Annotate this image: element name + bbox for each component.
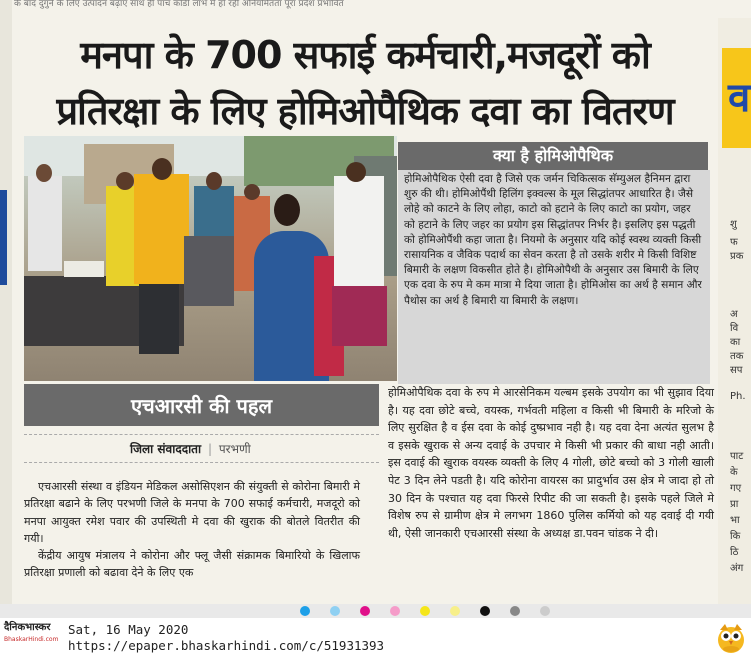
column-fragment: शु <box>730 219 737 230</box>
column-fragment: के <box>730 467 738 478</box>
headline-line-2: प्रतिरक्षा के लिए होमिओपैथिक दवा का वितरण <box>56 89 674 133</box>
column-fragment: अंग <box>730 563 744 574</box>
paragraph: केंद्रीय आयुष मंत्रालय ने कोरोना और फ्लू जैसी संक्रामक बिमारियो के खिलाफ प्रतिरक्षा प्रणाली को बढावा देने के लिए एक <box>24 549 360 580</box>
color-dot <box>480 606 490 616</box>
column-fragment: सप <box>730 365 743 376</box>
brand-name: दैनिकभास्कर <box>4 622 51 633</box>
color-dot <box>510 606 520 616</box>
column-fragment: कि <box>730 531 741 542</box>
article-body-right: होमिओपैथिक दवा के रुप मे आरसेनिकम यल्बम इसके उपयोग का भी सुझाव दिया है। यह दवा छोटे बच्चे, वयस्क, गर्भवती महिला व किसी भी बिमारी के मरिजो के लिए सुरक्षित है व ईस दवा के कोई दुष्प्रभाव नही है। यह दवा देना अत्यंत सुलभ है व इसके खुराक से अन्य दवाई के उपचार मे किसी भी प्रकार की बाधा नही आती। इस दवाई की खुराक वयस्क व्यक्ती के लिए 4 गोली, छोटे बच्चो को 3 गोली खाली पेट 3 दिन लेने पडती है। यदि कोरोना वायरस का प्रादुर्भाव उस क्षेत्र मे जादा हो तो 30 दिन के पश्चात यह दवा फिरसे रिपीट की जा सकती है। इसके पहले जिले मे विशेष रुप से ग्रामीण क्षेत्र मे लगभग 1860 पुलिस कर्मियो को यह दवाई दी गयी थी, ऐसी जानकारी एचआरसी संस्था के अध्यक्ष डा.पवन चांडक ने दी। <box>388 386 714 540</box>
color-dot <box>450 606 460 616</box>
adjacent-column <box>718 18 751 604</box>
column-fragment: प्रक <box>730 251 744 262</box>
paragraph: एचआरसी संस्था व इंडियन मेडिकल असोसिएशन की संयुक्ती से कोरोना बिमारी मे प्रतिरक्षा बढाने के लिए परभणी जिले के मनपा के 700 सफाई कर्मचारी, मजदूरो को मनपा आयुक्त रमेश पवार की उपस्थिती मे दवा की खुराक की बोतले वितरीत की गयी। <box>24 480 360 545</box>
color-dot <box>360 606 370 616</box>
news-photo <box>24 136 397 381</box>
divider <box>24 462 379 463</box>
column-fragment: गए <box>730 483 742 494</box>
brand-logo[interactable] <box>4 622 60 650</box>
column-fragment: तक <box>730 351 744 362</box>
column-fragment: Ph. <box>730 391 746 402</box>
red-chair <box>332 286 387 346</box>
sidebar-box-text: होमिओपैथिक ऐसी दवा है जिसे एक जर्मन चिकित्सक सॅम्युअल हैनिमन द्वारा शुरु की थी। होमिओपैंथी हिलिंग इक्वल्स के मूल सिद्धांतपर आधारित है। जैसे लोहे को काटने के लिए लोहा, काटो को हटाने के लिए काटो का प्रयोग, जहर को हटाने के लिए जहर का प्रयोग इस सिद्धांतपर निर्भर है। इसलिए इस पद्धती को होमिओपैंथी कहा जाता है। नियमो के अनुसार यदि कोई स्वस्थ व्यक्ती किसी रासायनिक व जैविक पदार्थ का सेवन करता है तो उसके शरीर मे किसी विशिष्ट बिमारी के लक्षण विकसीत होते है। होमिओपैथी के अनुसार उस बिमारी के लिए एक दवा के रुप मे कम मात्रा मे दिया जाता है। होमिओस का अर्थ है समान और पैथोस का अर्थ है बिमारी या बिमारी के लक्षण। <box>398 170 710 384</box>
color-dot <box>420 606 430 616</box>
color-dot <box>330 606 340 616</box>
byline-separator: | <box>207 442 213 456</box>
column-fragment: पाट <box>730 451 744 462</box>
ad-letter: व <box>728 75 751 121</box>
byline-place: परभणी <box>218 442 251 456</box>
column-fragment: प्रा <box>730 499 739 510</box>
owl-icon <box>716 622 746 654</box>
cut-off-text: के बाद दुगुने के लिए उत्पादन बढ़ाएं साथ ही पांच कोडी लाभ में हो रही अनियमितता पूरा प्रदेश प्रभावित <box>14 0 344 9</box>
article-body-left <box>24 478 360 582</box>
office-chair <box>184 236 234 306</box>
column-fragment: फ <box>730 237 738 248</box>
color-dot <box>540 606 550 616</box>
color-dot <box>300 606 310 616</box>
column-fragment: भा <box>730 515 740 526</box>
clip-url[interactable]: https://epaper.bhaskarhindi.com/c/51931393 <box>68 638 385 653</box>
byline <box>130 440 251 457</box>
color-dot <box>390 606 400 616</box>
column-fragment: ठि <box>730 547 739 558</box>
left-margin-strip <box>0 0 12 604</box>
headline-line-1: मनपा के 700 सफाई कर्मचारी,मजदूरों को <box>80 33 650 77</box>
divider <box>24 434 379 435</box>
clip-date: Sat, 16 May 2020 <box>68 622 189 637</box>
sub-heading: एचआरसी की पहल <box>24 384 379 426</box>
print-registration-strip <box>0 604 751 618</box>
left-color-bar <box>0 190 7 285</box>
column-fragment: का <box>730 337 741 348</box>
sidebar-box-title: क्या है होमिओपैथिक <box>398 142 708 170</box>
column-fragment: वि <box>730 323 739 334</box>
byline-author: जिला संवाददाता <box>130 442 202 456</box>
column-fragment: अ <box>730 309 738 320</box>
advertisement <box>722 48 751 148</box>
brand-subtitle: BhaskarHindi.com <box>4 636 59 643</box>
